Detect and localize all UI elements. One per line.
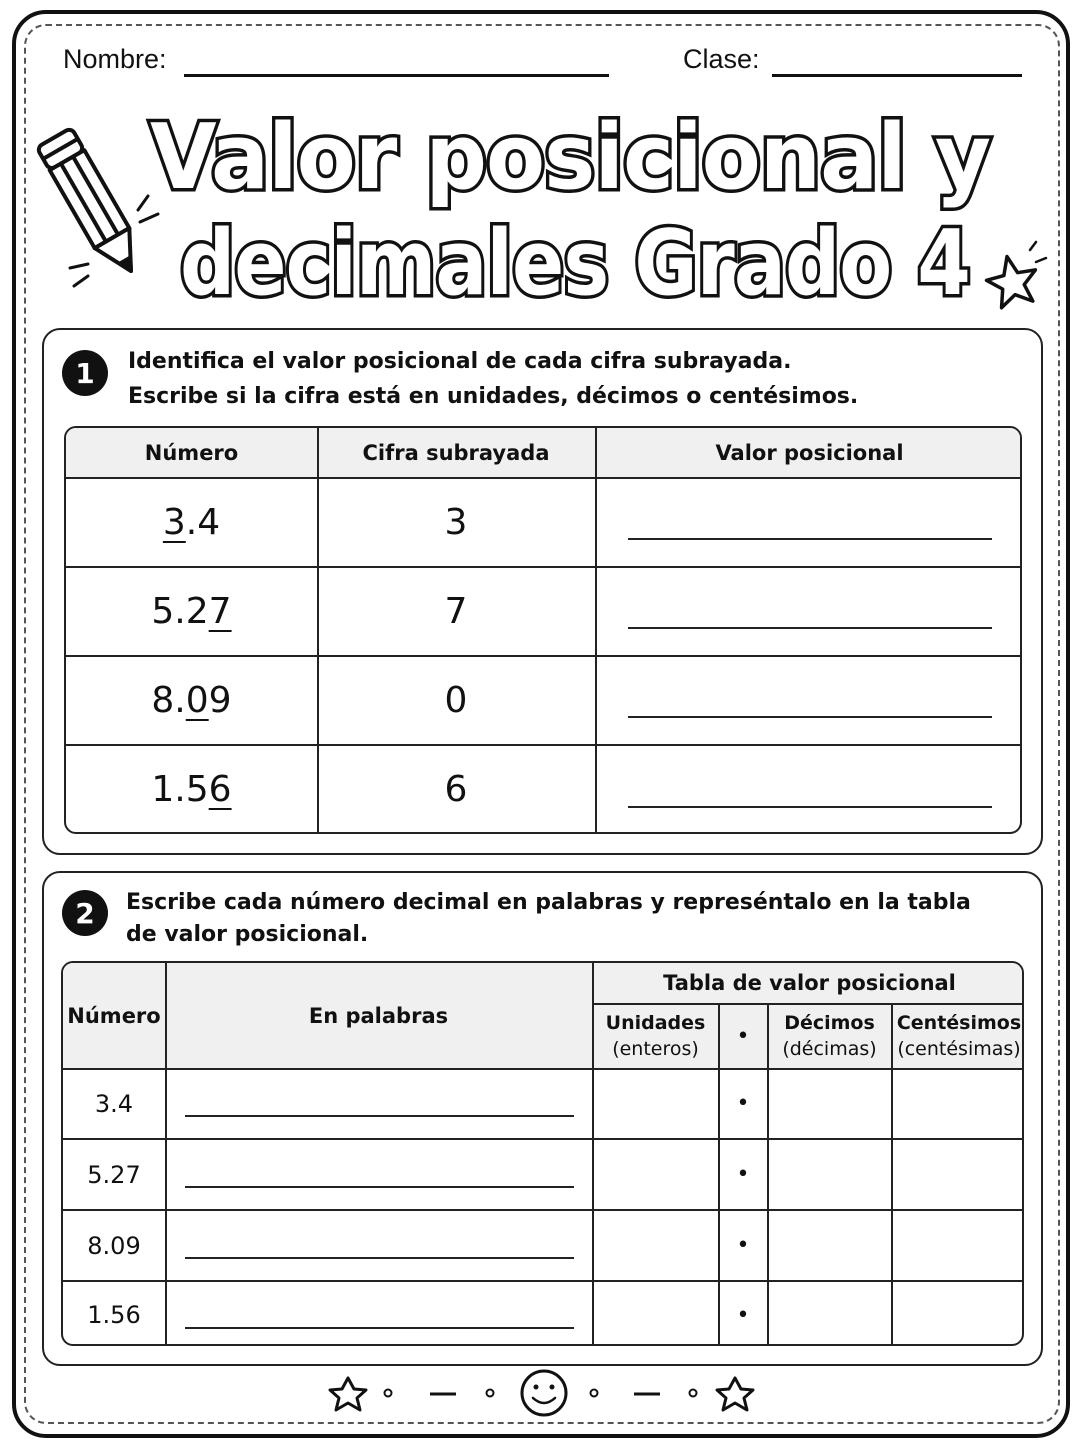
t1-answer-line[interactable] — [628, 716, 992, 718]
t1-digit: 7 — [444, 590, 468, 632]
section-2-instruction-2: de valor posicional. — [126, 922, 369, 947]
t2-decimal-dot: • — [736, 1162, 750, 1187]
circle-icon — [690, 1390, 697, 1397]
table-2-divider — [63, 1138, 1024, 1140]
t1-digit: 0 — [444, 679, 468, 721]
t2-decimal-dot: • — [736, 1091, 750, 1116]
t1-digit: 3 — [444, 501, 468, 543]
t2-col-centesimos: Centésimos (centésimas) — [896, 1012, 1022, 1060]
section-1-instruction-2: Escribe si la cifra está en unidades, décimos o centésimos. — [128, 384, 859, 409]
t2-col-dot: • — [736, 1023, 750, 1049]
t2-words-line[interactable] — [185, 1327, 574, 1329]
t1-answer-line[interactable] — [628, 806, 992, 808]
t1-col-cifra: Cifra subrayada — [362, 440, 550, 465]
title-line-1: Valor posicional y — [150, 105, 991, 210]
t2-number: 3.4 — [94, 1089, 134, 1118]
section-1-badge: 1 — [62, 350, 108, 396]
footer-decoration — [0, 1360, 1086, 1430]
class-label: Clase: — [683, 44, 760, 74]
t2-number: 8.09 — [87, 1231, 141, 1260]
t2-group-header: Tabla de valor posicional — [663, 971, 956, 995]
t1-col-valor: Valor posicional — [715, 440, 904, 465]
underlined-digit: 7 — [208, 590, 232, 632]
circle-icon — [487, 1390, 494, 1397]
t1-col-numero: Número — [144, 440, 239, 465]
t1-answer-line[interactable] — [628, 538, 992, 540]
star-icon — [717, 1378, 753, 1410]
t2-words-line[interactable] — [185, 1186, 574, 1188]
underlined-digit: 3 — [162, 501, 186, 543]
t2-number: 5.27 — [87, 1160, 141, 1189]
t2-col-palabras: En palabras — [308, 1003, 449, 1028]
table-2-divider — [63, 1280, 1024, 1282]
t2-decimal-dot: • — [736, 1233, 750, 1258]
t1-number: 1.5 6 — [151, 769, 232, 810]
underlined-digit: 6 — [208, 769, 232, 810]
circle-icon — [385, 1390, 392, 1397]
t2-col-decimos: Décimos (décimas) — [782, 1012, 877, 1060]
circle-icon — [591, 1390, 598, 1397]
section-2-badge: 2 — [62, 890, 108, 936]
t2-words-line[interactable] — [185, 1257, 574, 1259]
t1-number: 8. 0 9 — [151, 679, 232, 721]
t1-answer-line[interactable] — [628, 627, 992, 629]
section-2-instruction-1: Escribe cada número decimal en palabras y represéntalo en la tabla — [126, 890, 971, 915]
t1-digit: 6 — [444, 769, 468, 810]
table-2 — [61, 961, 1024, 1346]
t2-col-unidades: Unidades (enteros) — [605, 1012, 706, 1060]
star-icon — [330, 1378, 366, 1410]
name-label: Nombre: — [63, 44, 167, 74]
star-icon — [983, 242, 1046, 310]
smiley-icon — [522, 1371, 566, 1415]
underlined-digit: 0 — [185, 679, 209, 721]
table-1 — [64, 426, 1022, 834]
t2-decimal-dot: • — [736, 1302, 750, 1328]
section-1-instruction-1: Identifica el valor posicional de cada cifra subrayada. — [128, 349, 792, 374]
t1-number: 3 .4 — [162, 501, 221, 543]
table-2-divider — [63, 1068, 1024, 1070]
t2-number: 1.56 — [87, 1301, 141, 1329]
table-1-divider — [595, 428, 597, 834]
title-line-2: decimales Grado 4 — [180, 211, 970, 316]
title-area — [0, 0, 1086, 320]
t2-words-line[interactable] — [185, 1115, 574, 1117]
table-2-divider — [63, 1209, 1024, 1211]
pencil-icon — [37, 128, 149, 281]
t2-col-numero: Número — [67, 1003, 161, 1028]
t1-number: 5.2 7 — [151, 590, 232, 632]
